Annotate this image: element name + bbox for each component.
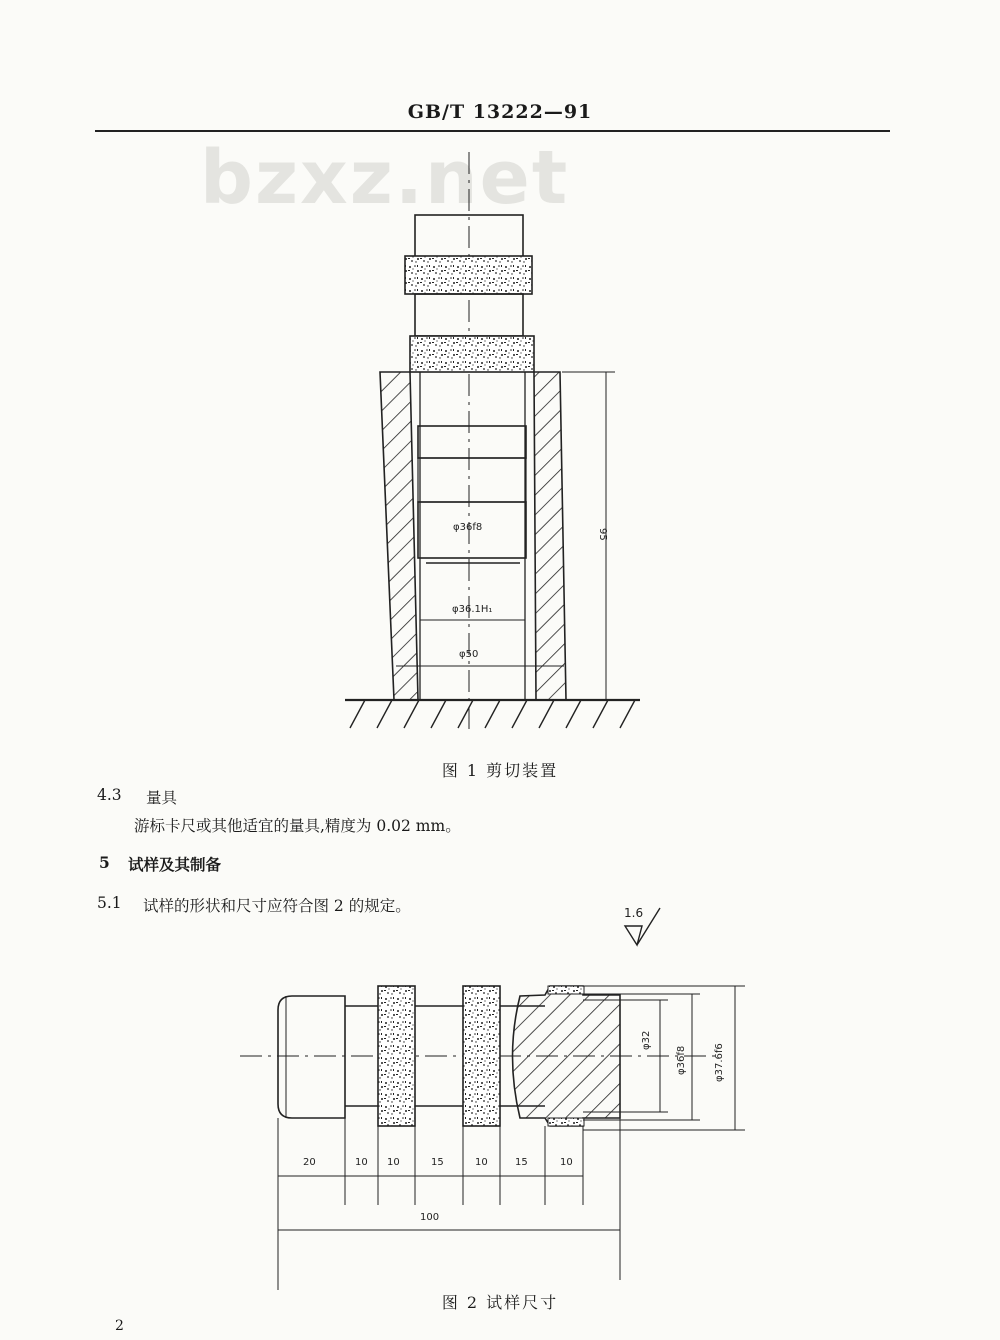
seg-dim-4: 15: [431, 1157, 444, 1168]
dia-32-label: φ32: [641, 1030, 652, 1050]
die-right-wall: [534, 372, 566, 700]
section-5-number: 5: [99, 853, 110, 872]
figure-2-caption: 图 2 试样尺寸: [441, 1293, 559, 1312]
section-5-1-body: 试样的形状和尺寸应符合图 2 的规定。: [143, 897, 411, 915]
punch-diameter-label: φ36f8: [453, 522, 483, 533]
section-5-title: 试样及其制备: [128, 855, 222, 874]
figure-1-caption: 图 1 剪切装置: [441, 761, 559, 780]
specimen-band-2: [463, 986, 500, 1126]
specimen-sectioned-end: [513, 986, 621, 1126]
ground-hatch: [350, 700, 635, 728]
page-number: 2: [115, 1318, 124, 1334]
seg-dim-5: 10: [475, 1157, 488, 1168]
outer-diameter-label: φ50: [459, 649, 479, 660]
watermark: bzxz.net: [200, 135, 570, 221]
seg-dim-6: 15: [515, 1157, 528, 1168]
seg-dim-7: 10: [560, 1157, 573, 1168]
figure-2-specimen: [0, 895, 1000, 1295]
specimen-head: [278, 996, 345, 1118]
section-5-1-number: 5.1: [97, 894, 122, 912]
roughness-value: 1.6: [624, 906, 644, 920]
height-dimension: 95: [597, 528, 608, 541]
hole-diameter-label: φ36.1H₁: [452, 604, 493, 615]
die-left-wall: [380, 372, 418, 700]
dia-37-6f6-label: φ37.6f6: [714, 1043, 725, 1082]
seg-dim-1: 20: [303, 1157, 316, 1168]
dia-36f8-label: φ36f8: [676, 1045, 687, 1075]
seg-dim-2: 10: [355, 1157, 368, 1168]
upper-specimen-ring: [405, 256, 532, 294]
section-4-3-title: 量具: [146, 789, 178, 807]
section-4-3-body: 游标卡尺或其他适宜的量具,精度为 0.02 mm。: [134, 817, 461, 835]
total-length-dim: 100: [420, 1212, 440, 1223]
standard-number: GB/T 13222—91: [407, 101, 593, 123]
lower-specimen-ring: [410, 336, 534, 372]
section-4-3-number: 4.3: [97, 786, 122, 804]
specimen-band-1: [378, 986, 415, 1126]
seg-dim-3: 10: [387, 1157, 400, 1168]
